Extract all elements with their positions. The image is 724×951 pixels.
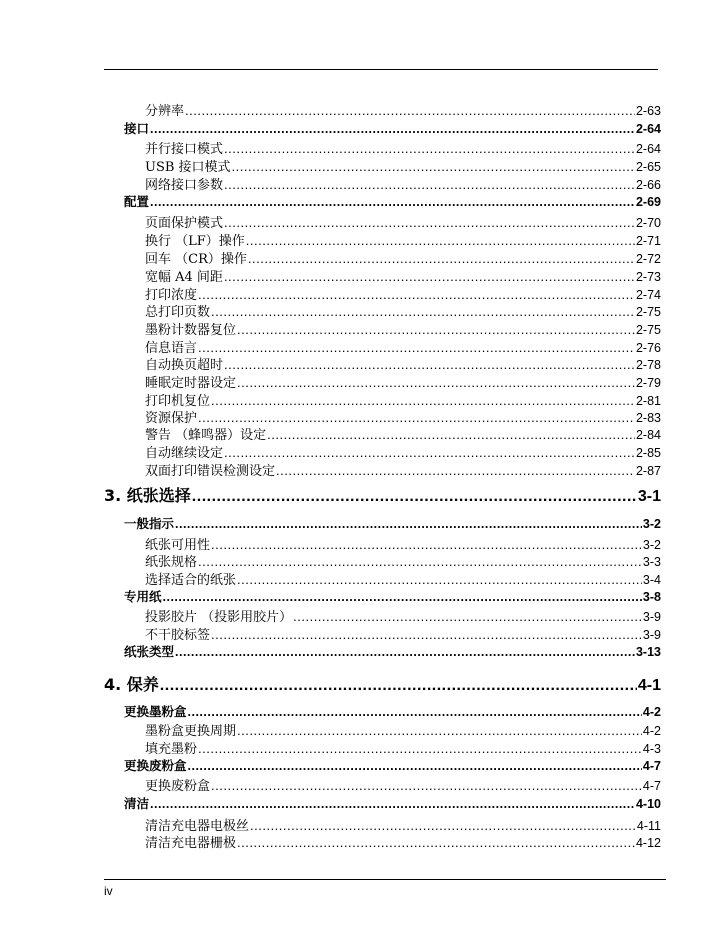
toc-entry-title: 换行 （LF）操作	[145, 234, 245, 249]
toc-chapter[interactable]	[104, 483, 661, 507]
toc-page-number: 2-85	[635, 446, 661, 460]
toc-entry-title: 并行接口模式	[145, 142, 224, 157]
dot-leader	[237, 375, 635, 390]
dot-leader	[175, 517, 642, 531]
dot-leader	[211, 304, 635, 319]
toc-section[interactable]	[124, 514, 661, 532]
toc-chapter[interactable]	[104, 672, 661, 696]
dot-leader	[198, 554, 642, 569]
toc-page-number: 2-70	[635, 216, 661, 230]
toc-page-number: 2-73	[635, 270, 661, 284]
dot-leader	[232, 159, 635, 174]
toc-entry-title: 填充墨粉	[145, 742, 198, 757]
toc-entry-title: 清洁充电器电极丝	[145, 819, 250, 834]
toc-entry-title: 睡眠定时器设定	[145, 376, 237, 391]
dot-leader	[160, 677, 637, 695]
toc-section[interactable]	[124, 119, 661, 137]
toc-section[interactable]	[124, 587, 661, 605]
toc-page-number: 4-11	[636, 819, 661, 833]
toc-page-number: 4-3	[642, 742, 661, 756]
toc-subsection[interactable]	[145, 212, 661, 230]
toc-subsection[interactable]	[145, 301, 661, 319]
toc-entry-title: 自动继续设定	[145, 446, 224, 461]
toc-page-number: 4-2	[642, 705, 661, 719]
toc-page-number: 3-2	[642, 538, 661, 552]
dot-leader	[188, 705, 642, 719]
dot-leader	[237, 835, 635, 850]
toc-section[interactable]	[124, 794, 661, 812]
toc-page-number: 3-4	[642, 573, 661, 587]
dot-leader	[237, 723, 642, 738]
dot-leader	[224, 177, 635, 192]
toc-subsection[interactable]	[145, 815, 661, 833]
toc-entry-title: 自动换页超时	[145, 358, 224, 373]
toc-entry-title: 选择适合的纸张	[145, 573, 237, 588]
dot-leader	[224, 141, 635, 156]
toc-entry-title: 接口	[124, 121, 150, 136]
toc-entry-title: 页面保护模式	[145, 216, 224, 231]
toc-page-number: 2-65	[635, 160, 661, 174]
toc-page-number: 3-9	[642, 610, 661, 624]
toc-page-number: 2-81	[635, 394, 661, 408]
toc-page-number: 3-1	[637, 488, 661, 505]
toc-subsection[interactable]	[145, 720, 661, 738]
toc-subsection[interactable]	[145, 174, 661, 192]
toc-page-number: 2-84	[635, 428, 661, 442]
dot-leader	[192, 488, 637, 506]
toc-entry-title: 警告 （蜂鸣器）设定	[145, 428, 267, 443]
dot-leader	[211, 537, 642, 552]
toc-subsection[interactable]	[145, 156, 661, 174]
toc-page-number: 2-72	[635, 252, 661, 266]
toc-subsection[interactable]	[145, 319, 661, 337]
toc-entry-title: USB 接口模式	[145, 160, 231, 175]
toc-entry-title: 回车 （CR）操作	[145, 252, 247, 267]
toc-entry-title: 清洁	[124, 796, 150, 811]
toc-entry-title: 更换废粉盒	[145, 779, 211, 794]
toc-page-number: 2-74	[635, 288, 661, 302]
toc-subsection[interactable]	[145, 372, 661, 390]
toc-subsection[interactable]	[145, 354, 661, 372]
toc-entry-title: 墨粉盒更换周期	[145, 724, 237, 739]
toc-subsection[interactable]	[145, 100, 661, 118]
toc-page-number: 4-7	[642, 779, 661, 793]
dot-leader	[224, 357, 635, 372]
toc-entry-title: 更换废粉盒	[124, 758, 187, 773]
dot-leader	[211, 627, 642, 642]
toc-subsection[interactable]	[145, 738, 661, 756]
toc-section[interactable]	[124, 642, 661, 660]
toc-entry-title: 专用纸	[124, 589, 162, 604]
toc-subsection[interactable]	[145, 407, 661, 425]
toc-page-number: 4-1	[637, 677, 661, 694]
dot-leader	[198, 340, 635, 355]
dot-leader	[293, 609, 642, 624]
dot-leader	[211, 778, 642, 793]
toc-entry-title: 墨粉计数器复位	[145, 323, 237, 338]
dot-leader	[150, 195, 635, 209]
dot-leader	[224, 445, 635, 460]
toc-page-number: 2-75	[635, 323, 661, 337]
toc-entry-title: 一般指示	[124, 516, 175, 531]
dot-leader	[250, 818, 636, 833]
toc-entry-title: 更换墨粉盒	[124, 704, 187, 719]
toc-subsection[interactable]	[145, 606, 661, 624]
toc-subsection[interactable]	[145, 534, 661, 552]
toc-entry-title: 纸张规格	[145, 555, 198, 570]
toc-entry-title: 网络接口参数	[145, 178, 224, 193]
dot-leader	[198, 287, 635, 302]
toc-subsection[interactable]	[145, 284, 661, 302]
toc-subsection[interactable]	[145, 230, 661, 248]
toc-page-number: 2-76	[635, 341, 661, 355]
toc-page-number: 3-13	[635, 645, 661, 659]
toc-entry-title: 纸张类型	[124, 644, 175, 659]
toc-subsection[interactable]	[145, 460, 661, 478]
dot-leader	[224, 269, 635, 284]
toc-entry-title: 配置	[124, 194, 150, 209]
toc-subsection[interactable]	[145, 266, 661, 284]
dot-leader	[198, 741, 642, 756]
toc-subsection[interactable]	[145, 551, 661, 569]
dot-leader	[150, 122, 635, 136]
toc-entry-title: 打印浓度	[145, 288, 198, 303]
toc-subsection[interactable]	[145, 775, 661, 793]
dot-leader	[185, 103, 635, 118]
dot-leader	[175, 645, 635, 659]
dot-leader	[188, 759, 642, 773]
toc-entry-title: 3. 纸张选择	[104, 486, 191, 505]
dot-leader	[163, 590, 642, 604]
dot-leader	[198, 410, 635, 425]
toc-entry-title: 清洁充电器栅极	[145, 836, 237, 851]
dot-leader	[246, 233, 635, 248]
toc-page-number: 4-10	[635, 797, 661, 811]
toc-section[interactable]	[124, 192, 661, 210]
toc-page-number: 3-3	[642, 555, 661, 569]
toc-entry-title: 双面打印错误检测设定	[145, 464, 276, 479]
toc-page-number: 2-78	[635, 358, 661, 372]
toc-page-number: 3-2	[642, 517, 661, 531]
toc-page-number: 2-64	[635, 142, 661, 156]
toc-page-number: 4-2	[642, 724, 661, 738]
toc-subsection[interactable]	[145, 832, 661, 850]
toc-page-number: 3-9	[642, 628, 661, 642]
dot-leader	[276, 463, 635, 478]
toc-page-number: 2-71	[635, 234, 661, 248]
toc-entry-title: 打印机复位	[145, 394, 211, 409]
dot-leader	[211, 393, 635, 408]
toc-entry-title: 纸张可用性	[145, 538, 211, 553]
toc-page-number: 2-87	[635, 464, 661, 478]
toc-page-number: 3-8	[642, 590, 661, 604]
toc-entry-title: 总打印页数	[145, 305, 211, 320]
toc-page-number: 2-66	[635, 178, 661, 192]
dot-leader	[267, 427, 635, 442]
toc-entry-title: 资源保护	[145, 411, 198, 426]
toc-section[interactable]	[124, 756, 661, 774]
toc-entry-title: 分辨率	[145, 104, 185, 119]
toc-entry-title: 不干胶标签	[145, 628, 211, 643]
toc-subsection[interactable]	[145, 248, 661, 266]
toc-page-number: 2-79	[635, 376, 661, 390]
toc-entry-title: 信息语言	[145, 341, 198, 356]
toc-subsection[interactable]	[145, 138, 661, 156]
dot-leader	[150, 797, 635, 811]
toc-page-number: 4-12	[635, 836, 661, 850]
toc-entry-title: 投影胶片 （投影用胶片）	[145, 610, 293, 625]
dot-leader	[237, 572, 642, 587]
toc-entry-title: 4. 保养	[104, 675, 159, 694]
toc-subsection[interactable]	[145, 442, 661, 460]
toc-page-number: 2-75	[635, 305, 661, 319]
toc-page-number: 2-64	[635, 122, 661, 136]
toc-subsection[interactable]	[145, 569, 661, 587]
toc-section[interactable]	[124, 702, 661, 720]
toc-page-number: 2-69	[635, 195, 661, 209]
toc-subsection[interactable]	[145, 337, 661, 355]
toc-entry-title: 宽幅 A4 间距	[145, 270, 223, 285]
footer-rule	[104, 879, 666, 880]
toc-page-number: 2-83	[635, 411, 661, 425]
page-number: iv	[104, 884, 113, 898]
toc-page-number: 2-63	[635, 104, 661, 118]
toc-page-number: 4-7	[642, 759, 661, 773]
toc-subsection[interactable]	[145, 390, 661, 408]
dot-leader	[224, 215, 635, 230]
toc-subsection[interactable]	[145, 424, 661, 442]
dot-leader	[237, 322, 635, 337]
dot-leader	[248, 251, 635, 266]
toc-subsection[interactable]	[145, 624, 661, 642]
